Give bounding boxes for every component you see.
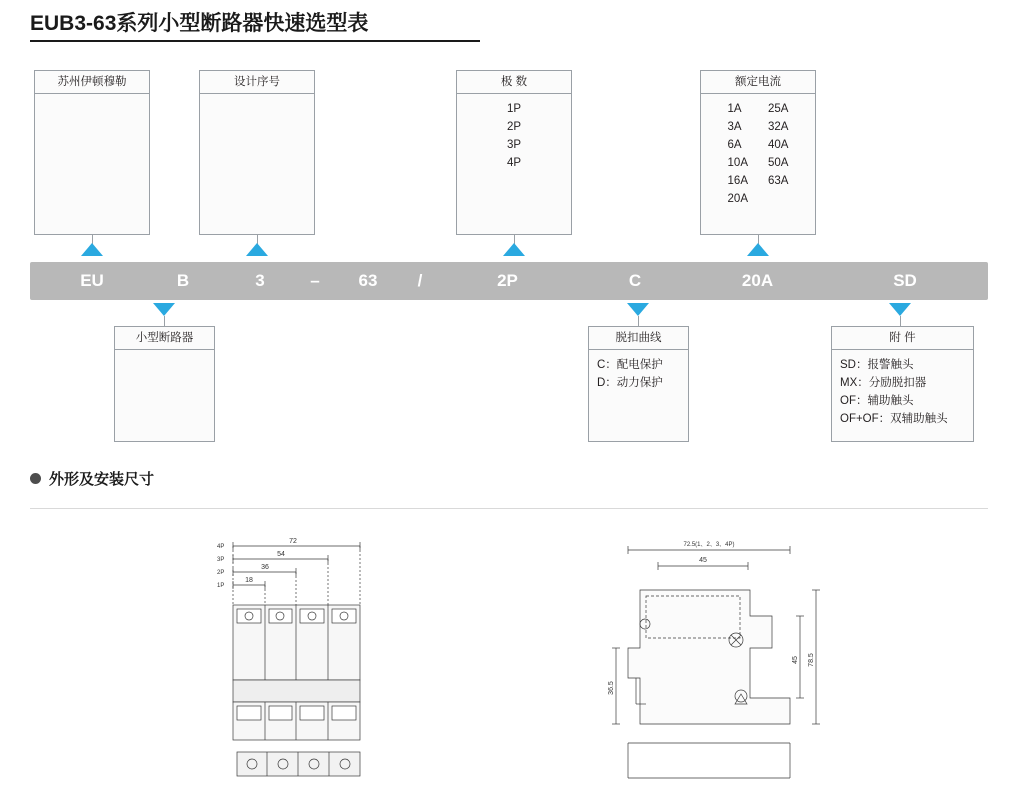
accessories-item: SD：报警触头 (840, 359, 914, 371)
code-segment-20a: 20A (741, 271, 774, 290)
mcb-box-body (115, 350, 214, 360)
brand-box-body (35, 94, 149, 104)
trip-curve-header: 脱扣曲线 (589, 327, 688, 350)
design-serial-body (200, 94, 314, 104)
rated-current-column-2 (768, 100, 788, 208)
design-serial-box (199, 70, 315, 235)
rated-current-column-1 (728, 100, 748, 208)
front-label-2p: 2P (217, 570, 225, 576)
rated-current-arrow-icon (747, 243, 769, 256)
mcb-arrow-icon (153, 303, 175, 316)
trip-curve-item: C：配电保护 (597, 359, 663, 371)
code-segment-slash: / (417, 271, 423, 290)
trip-curve-item: D：动力保护 (597, 377, 663, 389)
front-label-1p: 1P (217, 583, 225, 589)
poles-box-header: 极 数 (457, 71, 571, 94)
rated-current-item: 16A (727, 175, 748, 187)
code-segment-dash: – (310, 271, 320, 290)
accessories-header: 附 件 (832, 327, 973, 350)
front-dim-36: 36 (261, 564, 269, 571)
accessories-arrow-icon (889, 303, 911, 316)
rated-current-item: 1A (727, 103, 742, 115)
rated-current-item: 32A (768, 121, 789, 133)
trip-curve-body (589, 350, 688, 396)
mcb-box-header: 小型断路器 (115, 327, 214, 350)
poles-item: 3P (506, 139, 522, 151)
poles-item: 1P (506, 103, 522, 115)
design-serial-arrow-icon (246, 243, 268, 256)
code-segment-3: 3 (255, 271, 265, 290)
accessories-connector-line (900, 316, 901, 326)
rated-current-header: 额定电流 (701, 71, 815, 94)
front-dim-18: 18 (245, 577, 253, 584)
trip-curve-arrow-icon (627, 303, 649, 316)
rated-current-item: 40A (768, 139, 789, 151)
section-divider (30, 508, 988, 509)
accessories-item: OF+OF：双辅助触头 (840, 413, 948, 425)
front-dim-54: 54 (277, 551, 285, 558)
brand-box-header: 苏州伊顿穆勒 (35, 71, 149, 94)
mcb-connector-line (164, 316, 165, 326)
trip-curve-connector-line (638, 316, 639, 326)
side-dim-725: 72.5(1、2、3、4P) (683, 542, 735, 548)
side-dim-45-right: 45 (792, 656, 799, 664)
rated-current-item: 20A (727, 193, 748, 205)
accessories-body (832, 350, 973, 432)
front-label-3p: 3P (217, 557, 225, 563)
side-dimension-drawing (600, 528, 830, 795)
rated-current-item: 25A (768, 103, 789, 115)
code-segment-sd: SD (893, 271, 917, 290)
accessories-item: OF：辅助触头 (840, 395, 914, 407)
design-serial-header: 设计序号 (200, 71, 314, 94)
rated-current-item: 63A (768, 175, 789, 187)
section-heading-label: 外形及安装尺寸 (49, 471, 155, 488)
page-title-block (30, 10, 480, 42)
poles-box (456, 70, 572, 235)
code-segment-eu: EU (80, 271, 104, 290)
front-label-4p: 4P (217, 544, 225, 550)
code-segment-2p: 2P (497, 271, 518, 290)
rated-current-box (700, 70, 816, 235)
brand-arrow-icon (81, 243, 103, 256)
trip-curve-box (588, 326, 689, 442)
page-title: EUB3-63系列小型断路器快速选型表 (30, 12, 369, 35)
accessories-item: MX：分励脱扣器 (840, 377, 927, 389)
rated-current-item: 3A (727, 121, 742, 133)
model-code-bar (30, 262, 988, 300)
rated-current-item: 50A (768, 157, 789, 169)
poles-arrow-icon (503, 243, 525, 256)
mcb-box (114, 326, 215, 442)
poles-item: 2P (506, 121, 522, 133)
side-dim-785: 78.5 (808, 653, 815, 667)
rated-current-body (701, 94, 815, 212)
code-segment-b: B (176, 271, 190, 290)
code-segment-c: C (628, 271, 642, 290)
title-underline (30, 40, 480, 42)
side-dim-365: 36.5 (608, 681, 615, 695)
bullet-icon (30, 473, 41, 484)
side-dim-45-top: 45 (699, 557, 707, 564)
poles-box-body (457, 94, 571, 176)
rated-current-item: 6A (727, 139, 742, 151)
front-dimension-drawing (215, 530, 395, 795)
code-segment-63: 63 (358, 271, 378, 290)
section-heading (30, 468, 154, 489)
brand-box (34, 70, 150, 235)
rated-current-item: 10A (727, 157, 748, 169)
poles-item: 4P (506, 157, 522, 169)
front-dim-72: 72 (289, 538, 297, 545)
accessories-box (831, 326, 974, 442)
